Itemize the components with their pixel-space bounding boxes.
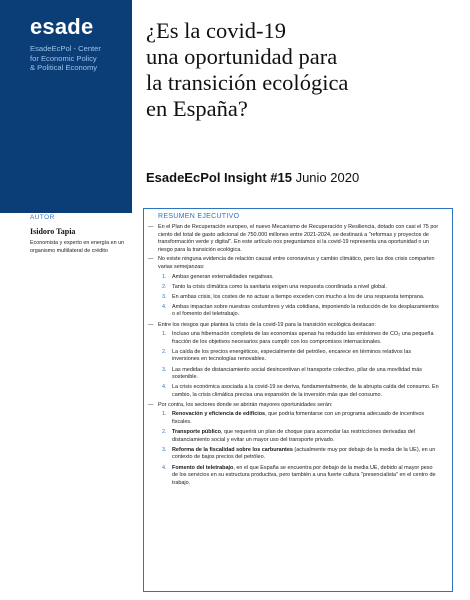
- summary-section: [148, 322, 440, 330]
- item-lead: Fomento del teletrabajo: [172, 464, 234, 471]
- summary-intro-text: En el Plan de Recuperación europeo, el nuevo Mecanismo de Recuperación y Resiliencia, dotado con casi el 75 por ciento del total de gasto adicional de 750.000 millones entre 2021-2024, se destinará a "reformas y proyectos de transformación verde y digital". En este artículo nos preguntamos si la covid-19 representa una oportunidad o un riesgo para la transición ecológica.: [158, 224, 439, 253]
- author-name: Isidoro Tapia: [30, 227, 76, 236]
- item-number: 4.: [162, 464, 167, 471]
- title-line: la transición ecológica: [146, 70, 349, 95]
- list-item: [148, 384, 440, 399]
- item-lead: Transporte público: [172, 429, 221, 436]
- center-name-line: EsadeEcPol - Center: [30, 44, 101, 53]
- summary-section: [148, 402, 440, 410]
- item-text: Incluso una hibernación completa de las economías apenas ha reducido las emisiones de CO₂ una pequeña fracción de los objetivos necesarios para cumplir con los compromisos internacionales.: [172, 331, 434, 345]
- insight-line: [146, 170, 359, 185]
- list-item: [148, 284, 440, 292]
- item-text: La crisis económica asociada a la covid-19 se deriva, fundamentalmente, de la abrupta caída del consumo. En cambio, la crisis climática precisa una expansión de la inversión más que del consumo.: [172, 384, 439, 398]
- title-line: ¿Es la covid-19: [146, 18, 286, 43]
- item-text: Tanto la crisis climática como la sanitaria exigen una respuesta coordinada a nivel global.: [172, 283, 387, 290]
- item-lead: Renovación y eficiencia de edificios: [172, 411, 266, 418]
- item-number: 3.: [162, 446, 167, 453]
- list-item: [148, 304, 440, 319]
- item-text: , que podría fomentarse con un programa adecuado de incentivos fiscales.: [172, 411, 425, 426]
- summary-heading: RESUMEN EJECUTIVO: [158, 213, 240, 220]
- item-number: 4.: [162, 384, 167, 391]
- item-number: 2.: [162, 429, 167, 436]
- item-text: Ambas impactan sobre nuestras costumbres y vida cotidiana, imponiendo la reducción de los desplazamientos o el fomento del teletrabajo.: [172, 303, 439, 318]
- brand-sidebar: [0, 0, 132, 213]
- list-item: [148, 465, 440, 488]
- list-item: [148, 367, 440, 382]
- item-lead: Reforma de la fiscalidad sobre los carburantes: [172, 446, 293, 453]
- dash-bullet: —: [148, 256, 154, 263]
- summary-body: [148, 224, 440, 490]
- title-line: una oportunidad para: [146, 44, 338, 69]
- executive-summary-box: [143, 208, 453, 592]
- dash-bullet: —: [148, 321, 154, 328]
- center-name-line: for Economic Policy: [30, 53, 97, 63]
- dash-bullet: —: [148, 224, 154, 230]
- list-item: [148, 274, 440, 282]
- author-description: Economista y experto en energía en un organismo multilateral de crédito: [30, 240, 125, 254]
- item-text: Las medidas de distanciamiento social desincentivan el transporte colectivo, pilar de una movilidad más sostenible.: [172, 366, 422, 381]
- item-number: 3.: [162, 293, 167, 300]
- item-number: 3.: [162, 366, 167, 373]
- list-item: [148, 411, 440, 426]
- item-number: 1.: [162, 411, 167, 418]
- list-item: [148, 447, 440, 462]
- author-label: AUTOR: [30, 214, 55, 221]
- list-item: [148, 294, 440, 302]
- item-text: , en el que España se encuentra por debajo de la media UE, debido al mayor peso de los servicios en su estructura productiva, pero también a una fuerte cultura "presencialista" en el centro de trabajo.: [172, 464, 436, 486]
- summary-intro: [148, 224, 440, 254]
- section-text: Entre los riesgos que plantea la crisis de la covid-19 para la transición ecológica destacan:: [158, 321, 376, 328]
- list-item: [148, 349, 440, 364]
- item-text: (actualmente muy por debajo de la media de la UE), en un contexto de bajos precios del petróleo.: [172, 446, 436, 461]
- document-title: [146, 18, 456, 122]
- item-number: 1.: [162, 273, 167, 280]
- insight-label: EsadeEcPol Insight #15: [146, 170, 292, 185]
- center-name-line: & Political Economy: [30, 63, 98, 73]
- item-text: La caída de los precios energéticos, especialmente del petróleo, encarece en términos relativos las inversiones en tecnologías renovables.: [172, 348, 412, 363]
- summary-section: [148, 256, 440, 271]
- dash-bullet: —: [148, 401, 154, 408]
- section-text: No existe ninguna evidencia de relación causal entre coronavirus y cambio climático, pero las dos crisis comparten varias semejanzas:: [158, 256, 435, 270]
- item-text: , que requerirá un plan de choque para acomodar las restricciones derivadas del distanciamiento social y evitar un mayor uso del transporte privado.: [172, 429, 416, 443]
- item-number: 1.: [162, 331, 167, 338]
- item-number: 2.: [162, 283, 167, 290]
- summary-sections: [148, 256, 440, 487]
- section-items: [148, 274, 440, 319]
- insight-date: Junio 2020: [295, 170, 360, 185]
- title-line: en España?: [146, 96, 248, 121]
- center-name: [30, 44, 126, 73]
- section-items: [148, 411, 440, 487]
- list-item: [148, 331, 440, 346]
- section-text: Por contra, los sectores donde se abrirán mayores oportunidades serán:: [158, 401, 333, 408]
- item-text: En ambas crisis, los costes de no actuar a tiempo exceden con mucho a los de una respuesta temprana.: [172, 293, 425, 300]
- item-text: Ambas generan externalidades negativas.: [172, 273, 274, 280]
- item-number: 2.: [162, 348, 167, 355]
- section-items: [148, 331, 440, 399]
- list-item: [148, 429, 440, 444]
- esade-logo: esade: [30, 14, 94, 39]
- item-number: 4.: [162, 303, 167, 310]
